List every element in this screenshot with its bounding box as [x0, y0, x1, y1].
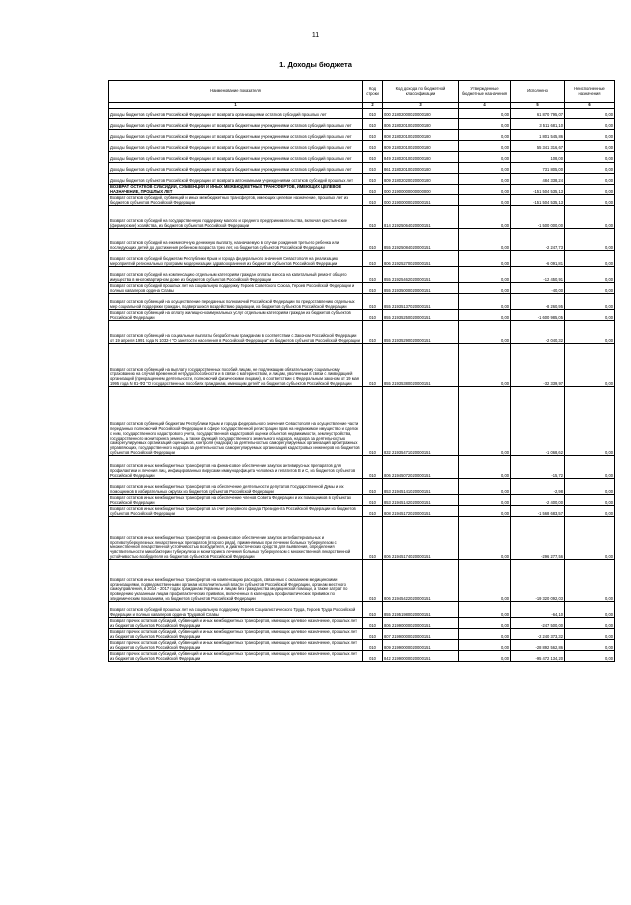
row-line-code: 010 [363, 506, 383, 517]
row-line-code: 010 [363, 206, 383, 229]
table-row [109, 267, 615, 283]
row-unexecuted: 0,00 [565, 321, 615, 344]
row-approved: 0,00 [459, 629, 511, 640]
row-name: Возврат остатков иных межбюджетных трансфертов на компенсацию расходов, связанных с оказанием медицинскими организациями, подведомственными органам исполнительной власти субъектов Российской Федерации, органам местного самоуправления, в 2014 - 2017 годах гражданам Украины и лицам без гражданства медицинской помощи, а также затрат по проведению указанным лицам профилактических прививок, включенных в календарь профилактических прививок по эпидемическим показаниям, из бюджетов субъектов Российской Федерации [109, 560, 363, 602]
table-row [109, 618, 615, 629]
row-name: Возврат остатков субвенций на социальные выплаты безработным гражданам в соответствии с Законом Российской Федерации от 19 апреля 1991 года N 1032-I "О занятости населения в Российской Федерации" из бюджетов субъектов Российской Федерации [109, 321, 363, 344]
row-unexecuted: 0,00 [565, 310, 615, 321]
row-executed: -247 500,00 [511, 618, 565, 629]
row-budget-code: 808 21945172020000151 [383, 506, 459, 517]
row-line-code: 010 [363, 602, 383, 618]
row-executed: -1 500 000,00 [511, 206, 565, 229]
row-name: Возврат остатков субвенций на осуществление переданных полномочий Российской Федерации по предоставлению отдельных мер социальной поддержки граждан, подвергшихся воздействию радиации, из бюджетов субъектов Российской Федерации [109, 294, 363, 310]
table-row [109, 310, 615, 321]
row-approved: 0,00 [459, 152, 511, 163]
row-line-code: 010 [363, 629, 383, 640]
row-budget-code: 809 21802020020000180 [383, 174, 459, 185]
col-number: 4 [459, 103, 511, 109]
row-name: Возврат остатков иных межбюджетных трансфертов на финансовое обеспечение закупок антибактериальных и противотуберкулезных лекарственных препаратов (второго ряда), применяемых при лечении больных туберкулезом с множественной лекарственной устойчивостью возбудителя, и диагностических средств для выявления, определения чувствительности микобактерии туберкулеза и мониторинга лечения больных туберкулезом с множественной лекарственной устойчивостью возбудителя из бюджетов субъектов Российской Федерации [109, 517, 363, 560]
row-executed: -151 504 535,13 [511, 185, 565, 195]
table-row [109, 651, 615, 662]
row-name: Возврат остатков иных межбюджетных трансфертов на обеспечение членов Совета Федерации и их помощников в субъектах Российской Федерации [109, 495, 363, 506]
row-budget-code: 806 21802010020000180 [383, 119, 459, 130]
row-line-code: 010 [363, 119, 383, 130]
row-executed: -2 040,32 [511, 321, 565, 344]
row-line-code: 010 [363, 495, 383, 506]
row-name: Возврат остатков субвенций на оплату жилищно-коммунальных услуг отдельным категориям граждан из бюджетов субъектов Российской Федерации [109, 310, 363, 321]
table-row [109, 506, 615, 517]
row-executed: -296 277,56 [511, 517, 565, 560]
table-row [109, 163, 615, 174]
row-budget-code: 855 21935000020000151 [383, 283, 459, 294]
table-row [109, 185, 615, 195]
row-name: Возврат прочих остатков субсидий, субвенций и иных межбюджетных трансфертов, имеющих целевое назначение, прошлых лет из бюджетов субъектов Российской Федерации [109, 651, 363, 662]
row-unexecuted: 0,00 [565, 344, 615, 387]
row-approved: 0,00 [459, 206, 511, 229]
col-number: 5 [511, 103, 565, 109]
row-budget-code: 806 21925270020000151 [383, 251, 459, 267]
row-unexecuted: 0,00 [565, 495, 615, 506]
table-row [109, 602, 615, 618]
row-line-code: 010 [363, 283, 383, 294]
row-unexecuted: 0,00 [565, 517, 615, 560]
row-approved: 0,00 [459, 195, 511, 206]
row-line-code: 010 [363, 456, 383, 479]
col-number: 1 [109, 103, 363, 109]
row-executed: -95 472 134,20 [511, 651, 565, 662]
row-executed: 484 338,24 [511, 174, 565, 185]
row-budget-code: 849 21802010020000180 [383, 152, 459, 163]
row-budget-code: 806 21945072020000151 [383, 456, 459, 479]
row-approved: 0,00 [459, 640, 511, 651]
row-unexecuted: 0,00 [565, 640, 615, 651]
row-name: Возврат остатков субвенций бюджетам Республики Крым и города федерального значения Севастополя на осуществление части переданных полномочий Российской Федерации в сфере государственной регистрации прав на недвижимое имущество и сделок с ним, государственного кадастрового учета, государственной кадастровой оценки объектов недвижимости, землеустройства, государственного мониторинга земель, а также функций государственного земельного надзора, надзора за деятельностью саморегулируемых организаций оценщиков, контроля (надзора) за деятельностью саморегулируемых организаций арбитражных управляющих, государственного надзора за деятельностью саморегулируемых организаций кадастровых инженеров из бюджетов субъектов Российской Федерации [109, 387, 363, 456]
row-budget-code: 814 21925064020000151 [383, 206, 459, 229]
row-executed: 3 511 681,10 [511, 119, 565, 130]
row-line-code: 010 [363, 310, 383, 321]
row-executed: 731 805,00 [511, 163, 565, 174]
col-header-name: Наименование показателя [109, 81, 363, 103]
row-line-code: 010 [363, 152, 383, 163]
row-unexecuted: 0,00 [565, 229, 615, 251]
row-unexecuted: 0,00 [565, 456, 615, 479]
table-row [109, 229, 615, 251]
row-budget-code: 855 21935137020000151 [383, 294, 459, 310]
row-unexecuted: 0,00 [565, 479, 615, 495]
row-executed: -28 892 562,86 [511, 640, 565, 651]
row-line-code: 010 [363, 640, 383, 651]
row-name: Доходы бюджетов субъектов Российской Федерации от возврата автономными учреждениями остатков субсидий прошлых лет [109, 174, 363, 185]
col-number: 6 [565, 103, 615, 109]
row-executed: -1 068,62 [511, 387, 565, 456]
row-executed: -8 260,95 [511, 294, 565, 310]
row-budget-code: 832 21935471020000151 [383, 387, 459, 456]
row-approved: 0,00 [459, 618, 511, 629]
row-unexecuted: 0,00 [565, 560, 615, 602]
row-line-code: 010 [363, 141, 383, 152]
row-approved: 0,00 [459, 495, 511, 506]
table-row [109, 130, 615, 141]
row-executed: -19 320 092,03 [511, 560, 565, 602]
row-executed: -40,00 [511, 283, 565, 294]
row-executed: -6 091,81 [511, 251, 565, 267]
row-unexecuted: 0,00 [565, 141, 615, 152]
table-row [109, 344, 615, 387]
row-line-code: 010 [363, 251, 383, 267]
row-budget-code: 809 21802010020000180 [383, 141, 459, 152]
row-approved: 0,00 [459, 109, 511, 119]
row-executed: -2 240 373,32 [511, 629, 565, 640]
row-line-code: 010 [363, 267, 383, 283]
row-name: Возврат прочих остатков субсидий, субвенций и иных межбюджетных трансфертов, имеющих целевое назначение, прошлых лет из бюджетов субъектов Российской Федерации [109, 629, 363, 640]
row-name: Доходы бюджетов субъектов Российской Федерации от возврата бюджетными учреждениями остатков субсидий прошлых лет [109, 119, 363, 130]
row-budget-code: 000 21900000000000000 [383, 185, 459, 195]
col-header-code: Код строки [363, 81, 383, 103]
row-name: Возврат остатков иных межбюджетных трансфертов на финансовое обеспечение закупок антивирусных препаратов для профилактики и лечения лиц, инфицированных вирусами иммунодефицита человека и гепатитов B и C, из бюджетов субъектов Российской Федерации [109, 456, 363, 479]
table-row [109, 141, 615, 152]
row-line-code: 010 [363, 130, 383, 141]
row-unexecuted: 0,00 [565, 267, 615, 283]
row-approved: 0,00 [459, 560, 511, 602]
row-budget-code: 855 21951980020000151 [383, 602, 459, 618]
row-line-code: 010 [363, 229, 383, 251]
row-approved: 0,00 [459, 506, 511, 517]
row-approved: 0,00 [459, 651, 511, 662]
row-line-code: 010 [363, 479, 383, 495]
row-approved: 0,00 [459, 163, 511, 174]
row-approved: 0,00 [459, 174, 511, 185]
section-title: 1. Доходы бюджета [279, 60, 352, 69]
row-executed: -15,72 [511, 456, 565, 479]
row-budget-code: 807 21990000020000151 [383, 629, 459, 640]
row-budget-code: 806 21945422020000151 [383, 560, 459, 602]
row-approved: 0,00 [459, 344, 511, 387]
col-header-approved: Утвержденные бюджетные назначения [459, 81, 511, 103]
table-row [109, 640, 615, 651]
row-name: Доходы бюджетов субъектов Российской Федерации от возврата бюджетными учреждениями остатков субсидий прошлых лет [109, 163, 363, 174]
row-name: Возврат остатков субсидий на ежемесячную денежную выплату, назначаемую в случае рождения третьего ребенка или последующих детей до достижения ребенком возраста трех лет, из бюджетов субъектов Российской Федерации [109, 229, 363, 251]
table-row [109, 251, 615, 267]
row-executed: -32 339,97 [511, 344, 565, 387]
row-unexecuted: 0,00 [565, 602, 615, 618]
row-budget-code: 855 21925462020000151 [383, 267, 459, 283]
row-line-code: 010 [363, 387, 383, 456]
table-row [109, 206, 615, 229]
row-unexecuted: 0,00 [565, 629, 615, 640]
row-executed: 55 341 316,67 [511, 141, 565, 152]
col-header-unexecuted: Неисполненные назначения [565, 81, 615, 103]
row-name: Доходы бюджетов субъектов Российской Федерации от возврата бюджетными учреждениями остатков субсидий прошлых лет [109, 130, 363, 141]
row-unexecuted: 0,00 [565, 163, 615, 174]
row-line-code: 010 [363, 195, 383, 206]
col-number: 2 [363, 103, 383, 109]
row-name: Возврат остатков субвенций на выплату государственных пособий лицам, не подлежащим обязательному социальному страхованию на случай временной нетрудоспособности и в связи с материнством, и лицам, уволенным в связи с ликвидацией организаций (прекращением деятельности, полномочий физическими лицами), в соответствии с Федеральным законом от 19 мая 1995 года N 81-ФЗ "О государственных пособиях гражданам, имеющим детей" из бюджетов субъектов Российской Федерации [109, 344, 363, 387]
row-line-code: 010 [363, 321, 383, 344]
table-row [109, 294, 615, 310]
row-line-code: 010 [363, 560, 383, 602]
col-header-kbk: Код дохода по бюджетной классификации [383, 81, 459, 103]
row-executed: -64,10 [511, 602, 565, 618]
row-name: Возврат прочих остатков субсидий, субвенций и иных межбюджетных трансфертов, имеющих целевое назначение, прошлых лет из бюджетов субъектов Российской Федерации [109, 618, 363, 629]
row-unexecuted: 0,00 [565, 119, 615, 130]
row-executed: -2,98 [511, 479, 565, 495]
table-row [109, 119, 615, 130]
row-budget-code: 853 21945142020000151 [383, 495, 459, 506]
row-name: Возврат остатков иных межбюджетных трансфертов за счет резервного фонда Президента Российской Федерации из бюджетов субъектов Российской Федерации [109, 506, 363, 517]
row-budget-code: 855 21935380020000151 [383, 344, 459, 387]
row-name: Возврат остатков субсидий прошлых лет на социальную поддержку Героев Советского Союза, Героев Российской Федерации и полных кавалеров ордена Славы [109, 283, 363, 294]
row-approved: 0,00 [459, 321, 511, 344]
row-executed: -1 600 985,05 [511, 310, 565, 321]
row-executed: -2 247,73 [511, 229, 565, 251]
row-line-code: 010 [363, 185, 383, 195]
row-executed: 61 870 795,07 [511, 109, 565, 119]
row-unexecuted: 0,00 [565, 294, 615, 310]
row-unexecuted: 0,00 [565, 206, 615, 229]
table-row [109, 456, 615, 479]
row-executed: -1 568 683,57 [511, 506, 565, 517]
row-name: Возврат остатков субсидий прошлых лет на социальную поддержку Героев Социалистического Труда, Героев Труда Российской Федерации и полных кавалеров ордена Трудовой Славы [109, 602, 363, 618]
table-row [109, 152, 615, 163]
table-row [109, 479, 615, 495]
table-row [109, 109, 615, 119]
row-name: ВОЗВРАТ ОСТАТКОВ СУБСИДИЙ, СУБВЕНЦИЙ И ИНЫХ МЕЖБЮДЖЕТНЫХ ТРАНСФЕРТОВ, ИМЕЮЩИХ ЦЕЛЕВОЕ НАЗНАЧЕНИЕ, ПРОШЛЫХ ЛЕТ [109, 185, 363, 195]
row-line-code: 010 [363, 517, 383, 560]
row-budget-code: 808 21802010020000180 [383, 130, 459, 141]
table-row [109, 283, 615, 294]
row-approved: 0,00 [459, 119, 511, 130]
row-budget-code: 000 21900000020000151 [383, 195, 459, 206]
row-name: Доходы бюджетов субъектов Российской Федерации от возврата бюджетными учреждениями остатков субсидий прошлых лет [109, 152, 363, 163]
row-line-code: 010 [363, 163, 383, 174]
row-unexecuted: 0,00 [565, 130, 615, 141]
row-unexecuted: 0,00 [565, 109, 615, 119]
row-line-code: 010 [363, 294, 383, 310]
row-unexecuted: 0,00 [565, 283, 615, 294]
row-executed: 1 801 545,86 [511, 130, 565, 141]
row-approved: 0,00 [459, 517, 511, 560]
row-unexecuted: 0,00 [565, 506, 615, 517]
row-budget-code: 000 21802000020000180 [383, 109, 459, 119]
row-approved: 0,00 [459, 130, 511, 141]
row-budget-code: 853 21945141020000151 [383, 479, 459, 495]
row-executed: -12 450,91 [511, 267, 565, 283]
table-row [109, 174, 615, 185]
row-unexecuted: 0,00 [565, 174, 615, 185]
col-number: 3 [383, 103, 459, 109]
row-unexecuted: 0,00 [565, 387, 615, 456]
row-name: Возврат остатков иных межбюджетных трансфертов на обеспечение деятельности депутатов Государственной Думы и их помощников в избирательных округах из бюджетов субъектов Российской Федерации [109, 479, 363, 495]
row-approved: 0,00 [459, 456, 511, 479]
row-executed: -151 504 535,13 [511, 195, 565, 206]
row-approved: 0,00 [459, 479, 511, 495]
row-line-code: 010 [363, 109, 383, 119]
row-budget-code: 806 21945174020000151 [383, 517, 459, 560]
row-unexecuted: 0,00 [565, 651, 615, 662]
row-name: Возврат остатков субсидий на государственную поддержку малого и среднего предпринимательства, включая крестьянские (фермерские) хозяйства, из бюджетов субъектов Российской Федерации [109, 206, 363, 229]
row-approved: 0,00 [459, 251, 511, 267]
row-line-code: 010 [363, 344, 383, 387]
row-budget-code: 809 21990000020000151 [383, 640, 459, 651]
row-budget-code: 855 21925084020000151 [383, 229, 459, 251]
row-name: Возврат прочих остатков субсидий, субвенций и иных межбюджетных трансфертов, имеющих целевое назначение, прошлых лет из бюджетов субъектов Российской Федерации [109, 640, 363, 651]
row-unexecuted: 0,00 [565, 251, 615, 267]
table-row [109, 387, 615, 456]
row-unexecuted: 0,00 [565, 195, 615, 206]
row-approved: 0,00 [459, 141, 511, 152]
row-line-code: 010 [363, 651, 383, 662]
row-approved: 0,00 [459, 310, 511, 321]
row-name: Возврат остатков субсидий бюджетам Республики Крым и города федерального значения Севастополя на реализацию мероприятий региональных программ модернизации здравоохранения из бюджетов субъектов Российской Федерации [109, 251, 363, 267]
row-unexecuted: 0,00 [565, 618, 615, 629]
row-name: Доходы бюджетов субъектов Российской Федерации от возврата организациями остатков субсидий прошлых лет [109, 109, 363, 119]
row-approved: 0,00 [459, 229, 511, 251]
row-name: Возврат остатков субсидий на компенсацию отдельным категориям граждан оплаты взноса на капитальный ремонт общего имущества в многоквартирном доме из бюджетов субъектов Российской Федерации [109, 267, 363, 283]
row-name: Доходы бюджетов субъектов Российской Федерации от возврата бюджетными учреждениями остатков субсидий прошлых лет [109, 141, 363, 152]
row-budget-code: 806 21990000020000151 [383, 618, 459, 629]
table-row [109, 321, 615, 344]
row-budget-code: 842 21990000020000151 [383, 651, 459, 662]
row-budget-code: 855 21935250020000151 [383, 310, 459, 321]
row-approved: 0,00 [459, 602, 511, 618]
table-row [109, 629, 615, 640]
row-approved: 0,00 [459, 294, 511, 310]
budget-table [108, 80, 615, 662]
table-row [109, 195, 615, 206]
row-name: Возврат остатков субсидий, субвенций и иных межбюджетных трансфертов, имеющих целевое назначение, прошлых лет из бюджетов субъектов Российской Федерации [109, 195, 363, 206]
row-executed: -2 400,00 [511, 495, 565, 506]
table-row [109, 560, 615, 602]
row-approved: 0,00 [459, 283, 511, 294]
row-budget-code: 855 21935290020000151 [383, 321, 459, 344]
row-line-code: 010 [363, 618, 383, 629]
row-approved: 0,00 [459, 267, 511, 283]
row-unexecuted: 0,00 [565, 152, 615, 163]
table-row [109, 517, 615, 560]
row-approved: 0,00 [459, 185, 511, 195]
table-row [109, 495, 615, 506]
table-header-row [109, 81, 615, 103]
row-budget-code: 861 21802010020000180 [383, 163, 459, 174]
page-number: 11 [311, 32, 320, 39]
row-executed: 108,00 [511, 152, 565, 163]
col-header-executed: Исполнено [511, 81, 565, 103]
row-line-code: 010 [363, 174, 383, 185]
row-unexecuted: 0,00 [565, 185, 615, 195]
row-approved: 0,00 [459, 387, 511, 456]
